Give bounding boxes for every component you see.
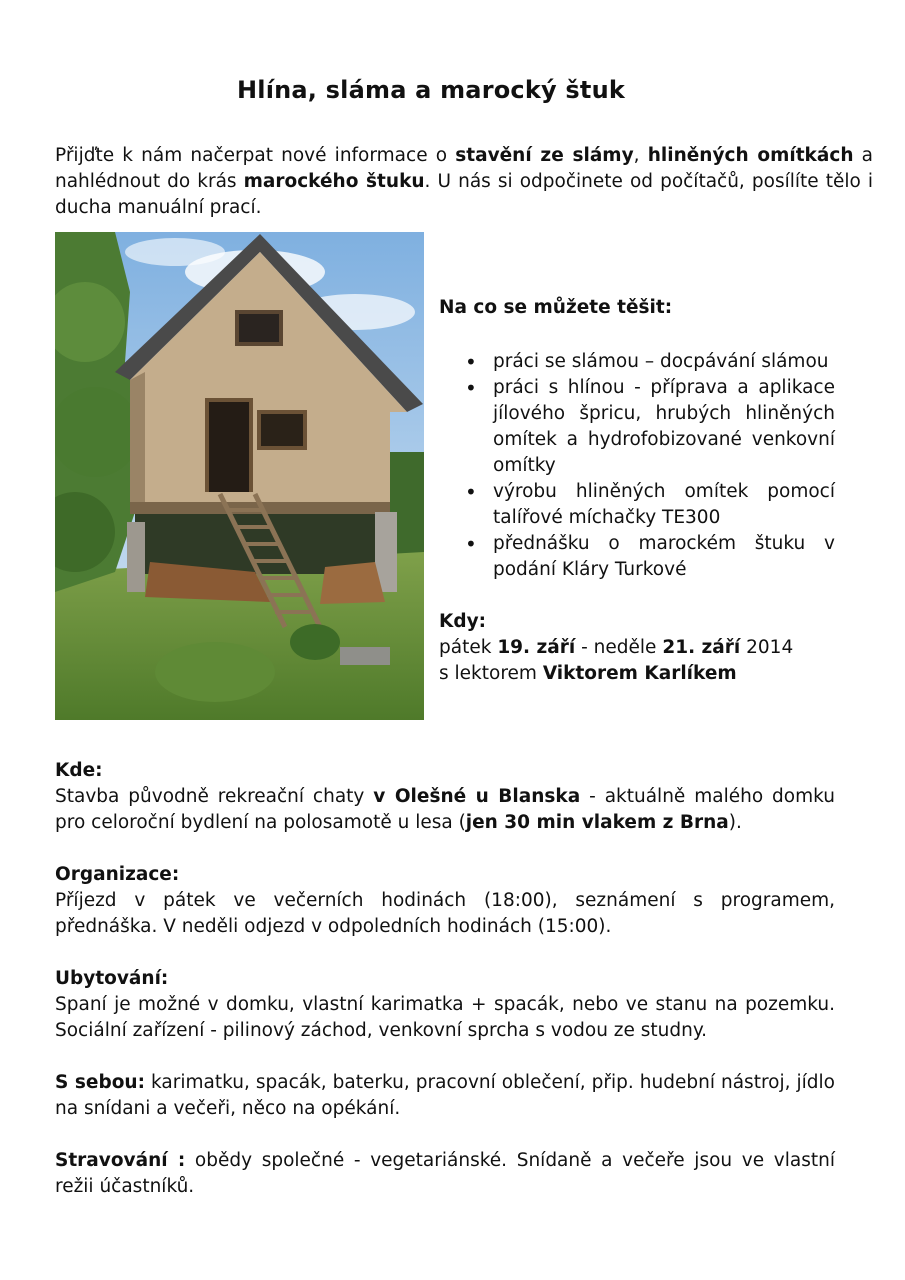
bring-text: karimatku, spacák, baterku, pracovní oblečení, přip. hudební nástroj, jídlo na snídani a večeři, něco na opékání. (55, 1072, 835, 1119)
intro-paragraph (55, 143, 873, 221)
catering-section (55, 1148, 835, 1200)
when-end-date: 21. září (662, 637, 741, 658)
where-text-1: Stavba původně rekreační chaty (55, 786, 374, 807)
list-item: • přednášku o marockém štuku v podání Kláry Turkové (493, 531, 835, 583)
when-text-2: - neděle (575, 637, 663, 658)
where-travel: jen 30 min vlakem z Brna (465, 812, 729, 833)
lecturer-prefix: s lektorem (439, 663, 543, 684)
when-block (439, 609, 835, 687)
intro-bold-1: stavění ze slámy (455, 145, 634, 166)
when-dates (439, 635, 835, 661)
list-item: • práci se slámou – docpávání slámou (493, 349, 835, 375)
organization-section (55, 862, 835, 940)
accommodation-label: Ubytování: (55, 968, 169, 989)
where-place: v Olešné u Blanska (373, 786, 581, 807)
program-column (439, 295, 835, 687)
organization-text: Příjezd v pátek ve večerních hodinách (18:00), seznámení s programem, přednáška. V neděli odjezd v odpoledních hodinách (15:00). (55, 890, 835, 937)
bring-section (55, 1070, 835, 1122)
accommodation-text: Spaní je možné v domku, vlastní karimatka + spacák, nebo ve stanu na pozemku. Sociální zařízení - pilinový záchod, venkovní sprcha s vodou ze studny. (55, 994, 835, 1041)
where-text-2: - aktuálně malého domku pro celoroční bydlení na polosamotě u lesa ( (55, 786, 836, 833)
catering-text: obědy společné - vegetariánské. Snídaně a večeře jsou ve vlastní režii účastníků. (55, 1150, 835, 1197)
where-section (55, 758, 835, 836)
list-item: • výrobu hliněných omítek pomocí talířové míchačky TE300 (493, 479, 835, 531)
info-sections (55, 758, 835, 1226)
when-lecturer (439, 661, 835, 687)
when-year: 2014 (740, 637, 794, 658)
program-heading: Na co se můžete těšit: (439, 297, 673, 318)
organization-label: Organizace: (55, 864, 180, 885)
when-label: Kdy: (439, 611, 487, 632)
program-list (439, 349, 835, 583)
when-start-date: 19. září (497, 637, 576, 658)
intro-text-1: Přijďte k nám načerpat nové informace o (55, 145, 456, 166)
lecturer-name: Viktorem Karlíkem (542, 663, 737, 684)
where-label: Kde: (55, 760, 103, 781)
accommodation-section (55, 966, 835, 1044)
intro-bold-2: hliněných omítkách (647, 145, 854, 166)
page-title: Hlína, sláma a marocký štuk (236, 76, 626, 104)
intro-bold-3: marockého štuku (243, 171, 425, 192)
where-text-3: ). (728, 812, 742, 833)
when-text-1: pátek (439, 637, 498, 658)
intro-text-2: , (633, 145, 648, 166)
house-photo (55, 232, 424, 720)
bring-label: S sebou: (55, 1072, 145, 1093)
intro-text-4: . U nás si odpočinete od počítačů, posílíte tělo i ducha manuální prací. (55, 171, 873, 218)
intro-text-3: a nahlédnout do krás (55, 145, 873, 192)
catering-label: Stravování : (55, 1150, 186, 1171)
list-item: • práci s hlínou - příprava a aplikace jílového špricu, hrubých hliněných omítek a hydrofobizované venkovní omítky (493, 375, 835, 479)
